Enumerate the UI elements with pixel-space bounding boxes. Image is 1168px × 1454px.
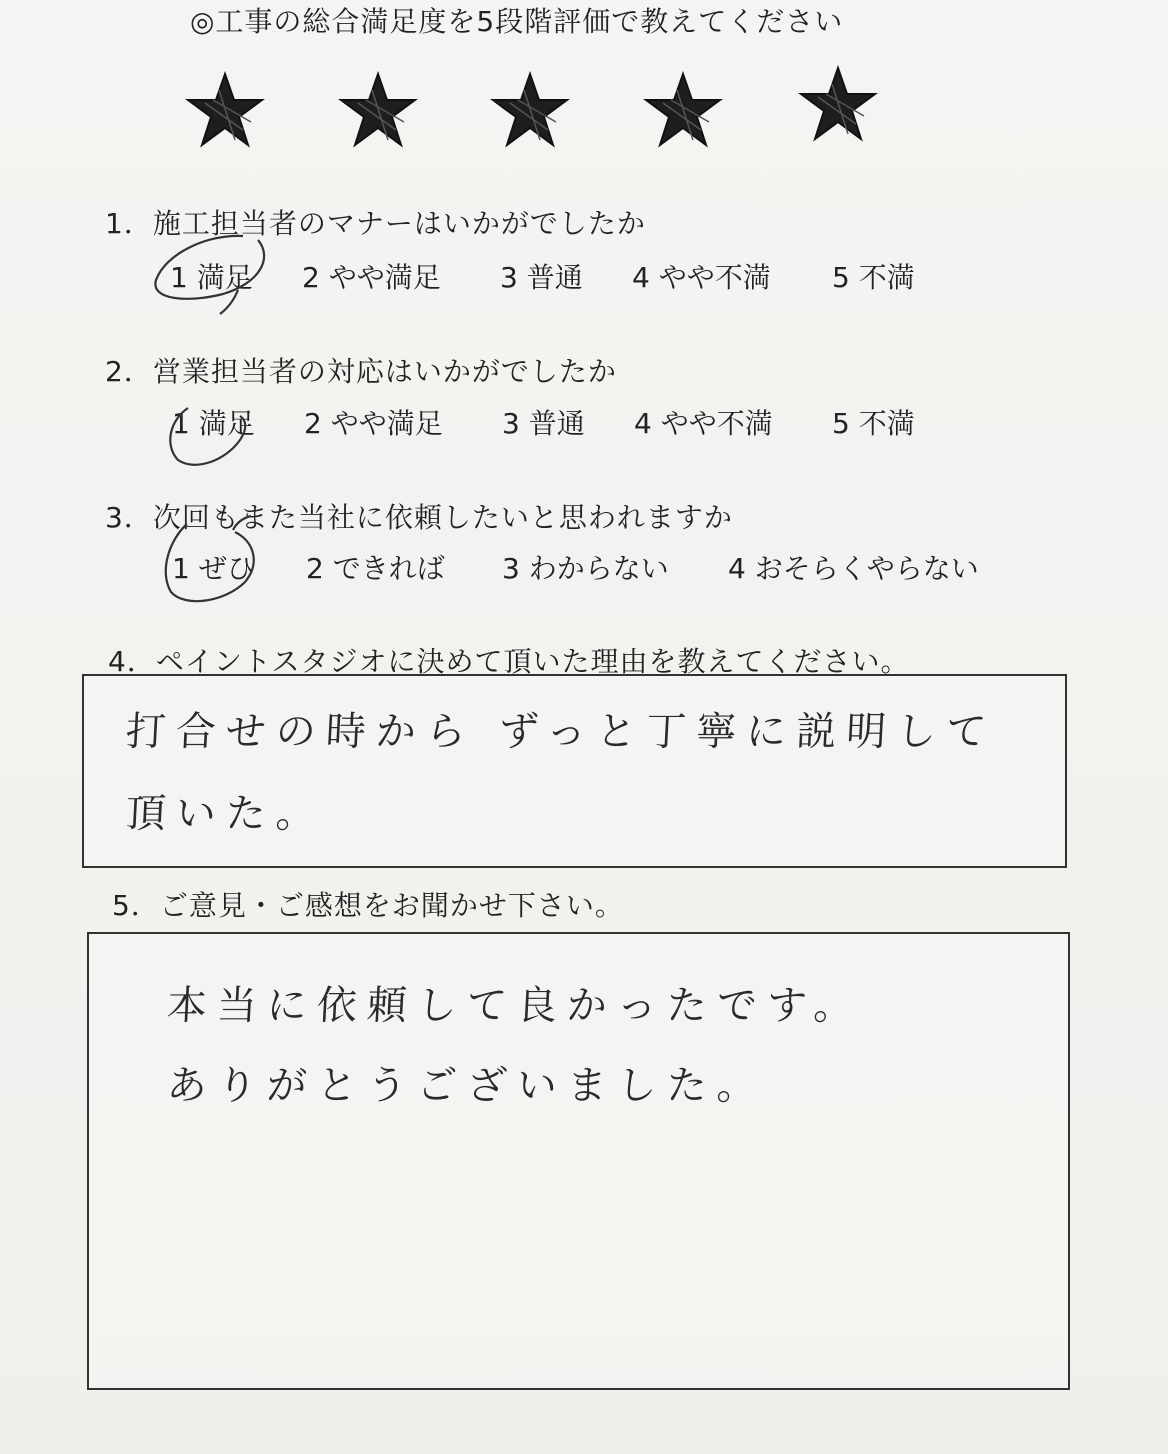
star-icon <box>338 70 418 150</box>
option-4[interactable]: 4 やや不満 <box>634 407 773 440</box>
overall-star-rating <box>185 70 905 150</box>
option-2[interactable]: 2 できれば <box>306 552 445 585</box>
handwritten-line: 打合せの時から ずっと丁寧に説明して <box>124 709 998 755</box>
option-5[interactable]: 5 不満 <box>832 261 915 294</box>
option-3[interactable]: 3 普通 <box>502 407 585 440</box>
option-1[interactable]: 1 満足 <box>172 407 255 440</box>
option-5[interactable]: 5 不満 <box>832 407 915 440</box>
survey-heading: ◎工事の総合満足度を5段階評価で教えてください <box>190 5 844 38</box>
option-2[interactable]: 2 やや満足 <box>302 261 441 294</box>
option-1[interactable]: 1 満足 <box>170 261 253 294</box>
star-icon <box>490 70 570 150</box>
option-3[interactable]: 3 わからない <box>502 552 669 585</box>
star-icon <box>185 70 265 150</box>
question-5-label: 5．ご意見・ご感想をお聞かせ下さい。 <box>112 889 624 922</box>
answer-box-4[interactable] <box>82 674 1067 868</box>
option-1[interactable]: 1 ぜひ <box>172 552 255 585</box>
question-1-label: 1．施工担当者のマナーはいかがでしたか <box>105 207 646 240</box>
star-icon <box>643 70 723 150</box>
handwritten-line: 本当に依頼して良かったです。 <box>165 983 865 1029</box>
answer-box-5[interactable] <box>87 932 1070 1390</box>
option-3[interactable]: 3 普通 <box>500 261 583 294</box>
star-icon <box>798 64 878 144</box>
question-4-label: 4．ペイントスタジオに決めて頂いた理由を教えてください。 <box>108 645 910 678</box>
handwritten-line: ありがとうございました。 <box>165 1063 769 1109</box>
question-2-label: 2．営業担当者の対応はいかがでしたか <box>105 355 617 388</box>
question-3-label: 3．次回もまた当社に依頼したいと思われますか <box>105 501 733 534</box>
option-4[interactable]: 4 おそらくやらない <box>728 552 979 585</box>
option-4[interactable]: 4 やや不満 <box>632 261 771 294</box>
handwritten-line: 頂いた。 <box>124 791 328 837</box>
option-2[interactable]: 2 やや満足 <box>304 407 443 440</box>
